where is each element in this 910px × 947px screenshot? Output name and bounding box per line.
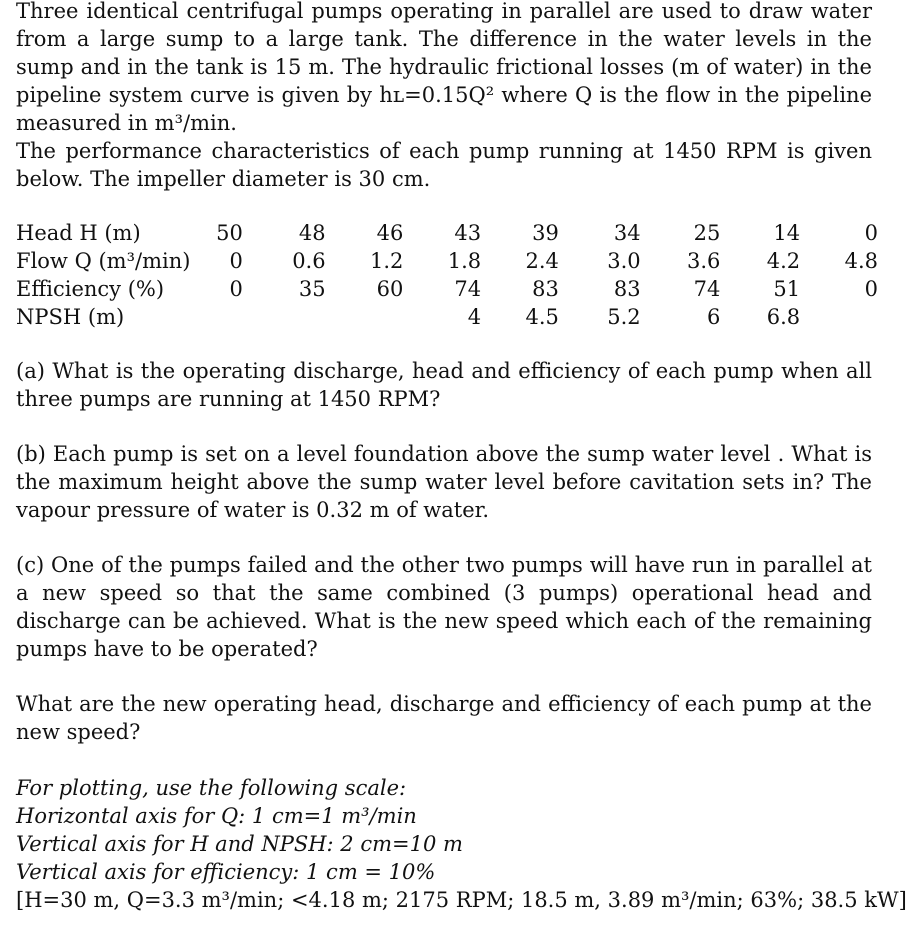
- table-cell: 3.6: [686, 249, 721, 273]
- table-cell: [800, 303, 878, 331]
- table-cell: [243, 303, 326, 331]
- question-c-followup: What are the new operating head, discharge and efficiency of each pump at the new speed?: [16, 692, 872, 744]
- table-cell: 43: [454, 221, 482, 245]
- table-cell: 4: [467, 305, 482, 329]
- table-cell: 83: [532, 277, 559, 301]
- table-cell: 48: [298, 221, 326, 245]
- question-c: (c) One of the pumps failed and the other two pumps will have run in parallel at a new speed so that the same combined (3 pumps) operational head and discharge can be achieved. What is the new speed which each of the remaining pumps have to be operated?: [16, 553, 872, 661]
- scale-line: Vertical axis for efficiency: 1 cm = 10%: [16, 860, 436, 884]
- table-row-head: [16, 219, 878, 247]
- table-cell: 35: [298, 277, 326, 301]
- table-cell: 6: [707, 305, 721, 329]
- answers-line: [H=30 m, Q=3.3 m³/min; <4.18 m; 2175 RPM; 18.5 m, 3.89 m³/min; 63%; 38.5 kW]: [16, 888, 907, 912]
- plotting-scale: [16, 774, 907, 914]
- table-cell: 0: [864, 221, 878, 245]
- question-b: (b) Each pump is set on a level foundation above the sump water level . What is the maximum height above the sump water level before cavitation sets in? The vapour pressure of water is 0.32 m of water.: [16, 442, 872, 522]
- question-a: (a) What is the operating discharge, head and efficiency of each pump when all three pumps are running at 1450 RPM?: [16, 359, 872, 411]
- table-cell: 0: [229, 277, 243, 301]
- table-cell: 46: [376, 221, 404, 245]
- table-cell: 0: [229, 249, 243, 273]
- table-cell: 6.8: [766, 305, 801, 329]
- intro-paragraph: Three identical centrifugal pumps operating in parallel are used to draw water from a large sump to a large tank. The difference in the water levels in the sump and in the tank is 15 m. The hydraulic frictional losses (m of water) in the pipeline system curve is given by hʟ=0.15Q² where Q is the flow in the pipeline measured in m³/min.: [16, 0, 872, 135]
- table-cell: 83: [613, 277, 641, 301]
- table-cell: 74: [693, 277, 721, 301]
- table-cell: 1.8: [447, 249, 482, 273]
- table-cell: [326, 303, 404, 331]
- table-row-npsh: [16, 303, 878, 331]
- table-cell: 4.8: [844, 249, 878, 273]
- performance-paragraph: The performance characteristics of each pump running at 1450 RPM is given below. The impeller diameter is 30 cm.: [16, 139, 872, 191]
- table-cell: 2.4: [525, 249, 559, 273]
- row-label: Flow Q (m³/min): [16, 249, 191, 273]
- table-cell: 34: [613, 221, 641, 245]
- table-cell: 51: [773, 277, 801, 301]
- table-cell: 0: [864, 277, 878, 301]
- table-cell: 3.0: [607, 249, 641, 273]
- table-cell: 0.6: [292, 249, 326, 273]
- table-cell: 25: [693, 221, 721, 245]
- table-cell: 74: [454, 277, 482, 301]
- table-cell: 4.5: [525, 305, 559, 329]
- table-cell: 50: [216, 221, 243, 245]
- table-cell: [207, 303, 243, 331]
- scale-line: Horizontal axis for Q: 1 cm=1 m³/min: [16, 804, 417, 828]
- row-label: Efficiency (%): [16, 277, 165, 301]
- table-cell: 5.2: [607, 305, 641, 329]
- table-cell: 60: [376, 277, 404, 301]
- row-label: NPSH (m): [16, 305, 125, 329]
- table-cell: 4.2: [766, 249, 801, 273]
- table-cell: 14: [773, 221, 801, 245]
- performance-table: [16, 219, 878, 331]
- scale-line: For plotting, use the following scale:: [16, 776, 407, 800]
- scale-line: Vertical axis for H and NPSH: 2 cm=10 m: [16, 832, 463, 856]
- table-row-efficiency: [16, 275, 878, 303]
- table-cell: 39: [532, 221, 559, 245]
- table-cell: 1.2: [369, 249, 404, 273]
- table-row-flow: [16, 247, 878, 275]
- row-label: Head H (m): [16, 221, 141, 245]
